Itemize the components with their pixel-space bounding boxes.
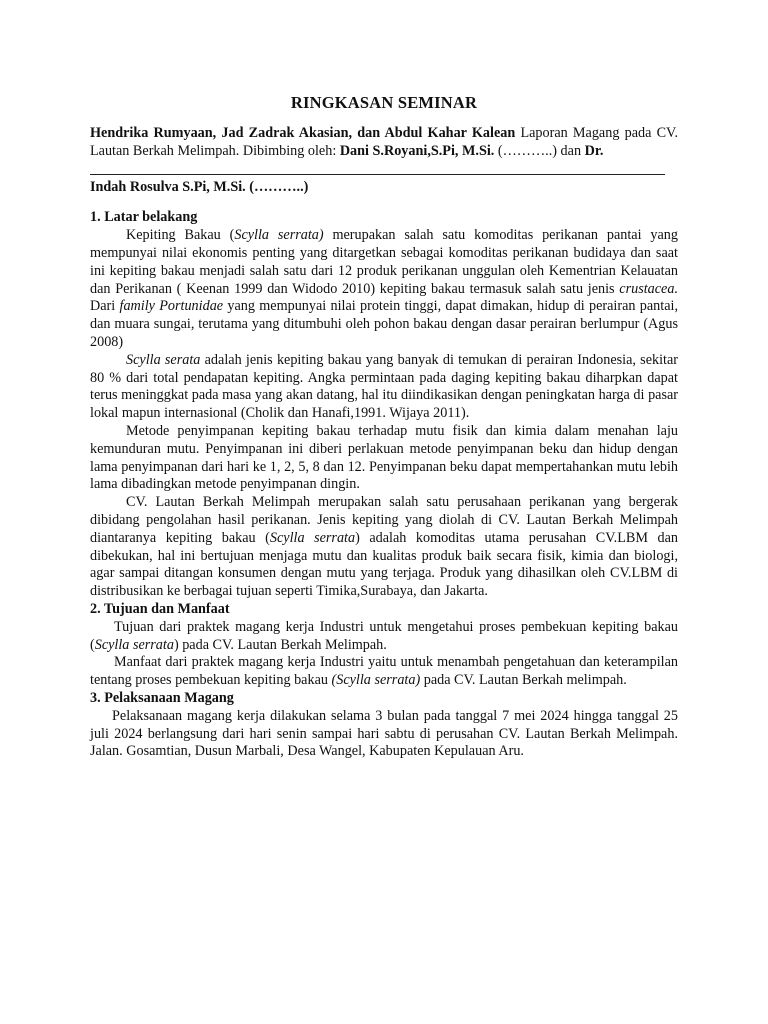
paragraph-background-1: [90, 227, 678, 352]
document-title: RINGKASAN SEMINAR: [290, 93, 478, 112]
text-run: yang mempunyai nilai protein tinggi, dapat dimakan, hidup di perairan pantai, dan muara sungai, terutama yang ditumbuhi oleh pohon bakau dengan dasar perairan berlumpur (Agus 2008): [90, 298, 678, 350]
species-name: (Scylla serrata): [331, 672, 421, 689]
text-run: CV. Lautan Berkah Melimpah merupakan salah satu perusahaan perikanan yang bergerak dibidang pengolahan hasil perikanan. Jenis kepiting yang diolah di CV. Lautan Berkah Melimpah diantaranya kepiting bakau (: [90, 494, 678, 546]
authors-names: Hendrika Rumyaan, Jad Zadrak Akasian, dan Abdul Kahar Kalean: [90, 125, 516, 141]
text-run: adalah jenis kepiting bakau yang banyak di temukan di perairan Indonesia, sekitar 80 % dari total pendapatan kepiting. Angka permintaan pada daging kepiting bakau diharpkan dapat terus meninggkat pada masa yang akan datang, hal itu diindikasikan dengan peningkatan harga di pasar lokal mapun internasional (Cholik dan Hanafi,1991. Wijaya 2011).: [90, 351, 678, 422]
report-description: Laporan Magang pada CV. Lautan Berkah Melimpah. Dibimbing oleh:: [90, 125, 679, 159]
paragraph-background-2: [90, 352, 678, 423]
text-run: ) adalah komoditas utama perusahan CV.LBM dan dibekukan, hal ini bertujuan menjaga mutu dan kualitas produk baik secara fisik, kimia dan biologi, agar sampai ditangan konsumen dengan mutu yang terjaga. Produk yang dihasilkan oleh CV.LBM di distribusikan ke berbagai tujuan seperti Timika,Surabaya, dan Jakarta.: [90, 529, 678, 600]
supervisor-1: Dani S.Royani,S.Pi, M.Si.: [339, 142, 495, 159]
species-name: Scylla serrata: [94, 636, 174, 653]
species-name: Scylla serrata: [269, 529, 356, 546]
paragraph-objectives-1: [90, 619, 678, 655]
text-run: Dari: [90, 298, 120, 315]
supervisor-2: Indah Rosulva S.Pi, M.Si.: [90, 178, 246, 195]
section-heading-background: 1. Latar belakang: [90, 209, 198, 226]
taxon-name: crustacea.: [619, 280, 678, 297]
conjunction: dan: [560, 142, 582, 159]
author-line-2: [90, 179, 678, 197]
text-run: pada CV. Lautan Berkah melimpah.: [420, 672, 627, 689]
summary-document: [90, 93, 678, 761]
text-run: Tujuan dari praktek magang kerja Industri untuk mengetahui proses pembekuan kepiting bakau (: [90, 618, 678, 653]
text-run: Manfaat dari praktek magang kerja Industri yaitu untuk menambah pengetahuan dan keterampilan tentang proses pembekuan kepiting bakau: [90, 654, 678, 689]
supervisor-2-signature: (………..): [249, 178, 309, 195]
paragraph-background-3: Metode penyimpanan kepiting bakau terhadap mutu fisik dan kimia dalam menahan laju kemunduran mutu. Penyimpanan ini diberi perlakuan metode penyimpanan beku dan hidup dengan lama penyimpanan dari hari ke 1, 2, 5, 8 dan 12. Penyimpanan beku dapat mempertahankan mutu lebih lama dibadingkan metode penyimpanan dingin.: [90, 422, 678, 493]
supervisor-1-signature: (………..): [497, 142, 557, 159]
section-heading-objectives: 2. Tujuan dan Manfaat: [90, 600, 230, 617]
paragraph-objectives-2: [90, 654, 678, 690]
text-run: ) pada CV. Lautan Berkah Melimpah.: [173, 636, 387, 653]
text-run: Kepiting Bakau (: [126, 227, 235, 244]
paragraph-background-4: [90, 494, 678, 601]
section-heading-implementation: 3. Pelaksanaan Magang: [90, 689, 234, 706]
species-name: Scylla serata: [126, 351, 201, 368]
family-name: family Portunidae: [119, 298, 224, 315]
horizontal-rule: [90, 174, 665, 175]
paragraph-implementation-1: Pelaksanaan magang kerja dilakukan selama 3 bulan pada tanggal 7 mei 2024 hingga tanggal 25 juli 2024 berlangsung dari hari senin sampai hari sabtu di perusahan CV. Lautan Berkah Melimpah. Jalan. Gosamtian, Dusun Marbali, Desa Wangel, Kabupaten Kepulauan Aru.: [90, 707, 678, 760]
supervisor-2-title: Dr.: [584, 142, 604, 159]
species-name: Scylla serrata): [234, 227, 324, 244]
text-run: merupakan salah satu komoditas perikanan pantai yang mempunyai nilai ekonomis penting yang ditargetkan sebagai komoditas perikanan budidaya dan saat ini kepiting bakau menjadi salah satu dari 12 produk perikanan unggulan oleh Kementrian Kelauatan dan Perikanan ( Keenan 1999 dan Widodo 2010) kepiting bakau termasuk salah satu jenis: [90, 227, 678, 297]
author-line: [90, 125, 678, 161]
